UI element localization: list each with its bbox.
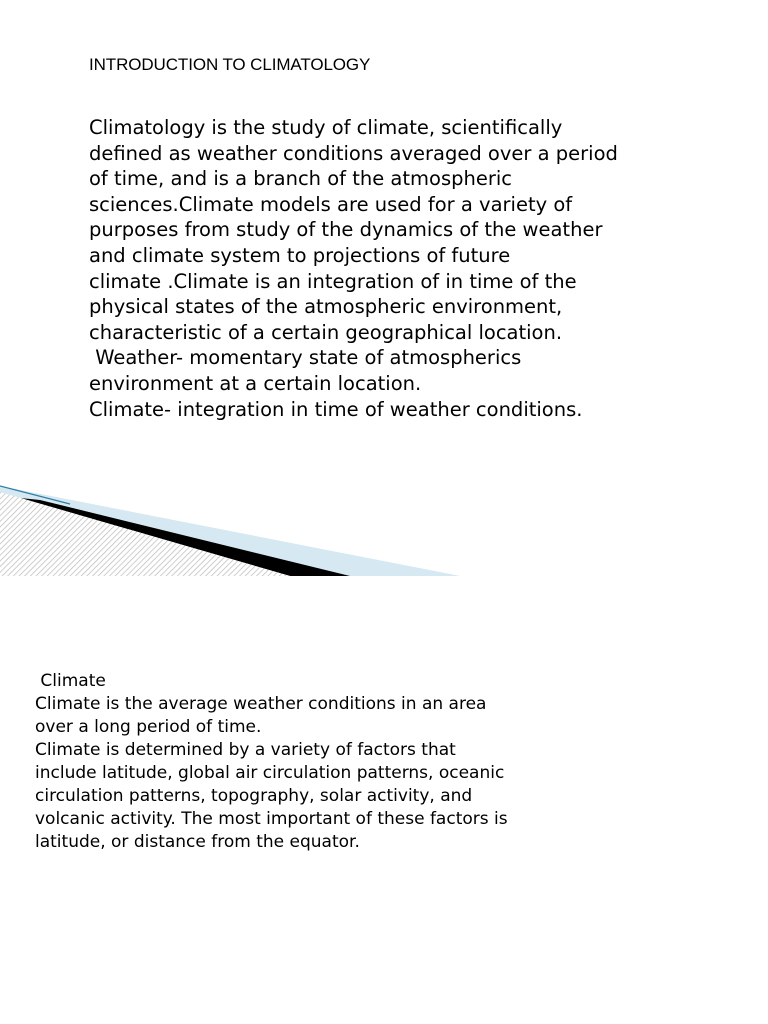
body-line: and climate system to projections of future xyxy=(89,243,511,267)
swoosh-hatched-area xyxy=(0,492,290,576)
climate-line: latitude, or distance from the equator. xyxy=(35,832,360,852)
body-line: climate .Climate is an integration of in time of the xyxy=(89,269,577,293)
climate-line: Climate is the average weather conditions in an area xyxy=(35,694,487,714)
climate-line: Climate xyxy=(35,671,106,691)
body-line: purposes from study of the dynamics of the weather xyxy=(89,218,603,242)
decorative-swoosh xyxy=(0,470,470,580)
climate-section xyxy=(35,670,595,854)
climate-line: over a long period of time. xyxy=(35,717,262,737)
climate-line: volcanic activity. The most important of these factors is xyxy=(35,809,508,829)
body-line: characteristic of a certain geographical location. xyxy=(89,320,563,344)
climate-line: circulation patterns, topography, solar activity, and xyxy=(35,786,473,806)
body-line: sciences.Climate models are used for a variety of xyxy=(89,192,573,216)
body-line: Climate- integration in time of weather conditions. xyxy=(89,397,583,421)
body-line: physical states of the atmospheric environment, xyxy=(89,295,563,319)
climate-line: Climate is determined by a variety of factors that xyxy=(35,740,456,760)
slide-title: INTRODUCTION TO CLIMATOLOGY xyxy=(89,55,371,74)
climate-line: include latitude, global air circulation patterns, oceanic xyxy=(35,763,505,783)
slide-body-text xyxy=(89,115,679,422)
body-line: defined as weather conditions averaged over a period xyxy=(89,141,618,165)
body-line: of time, and is a branch of the atmospheric xyxy=(89,167,513,191)
body-line: environment at a certain location. xyxy=(89,371,422,395)
body-line: Climatology is the study of climate, scientifically xyxy=(89,116,563,139)
body-line: Weather- momentary state of atmospherics xyxy=(89,346,522,370)
